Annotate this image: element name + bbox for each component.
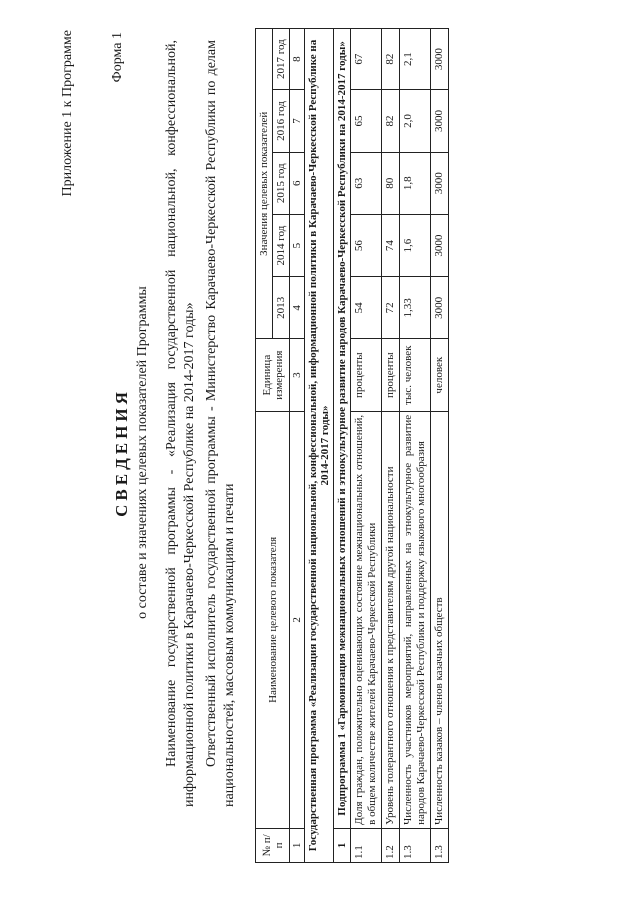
- table-row: [351, 29, 382, 863]
- row-name: Численность казаков – членов казачьих обществ: [431, 411, 449, 828]
- row-value: 2,0: [400, 90, 431, 152]
- document-title: СВЕДЕНИЯ: [112, 388, 131, 517]
- row-value: 3000: [431, 90, 449, 152]
- row-value: 80: [382, 152, 400, 214]
- appendix-label: Приложение 1 к Программе: [60, 30, 75, 197]
- subprogram-row: [334, 29, 351, 863]
- header-values-group: Значения целевых показателей: [256, 29, 273, 340]
- header-year: 2017 год: [273, 29, 290, 90]
- row-num: 1.3: [400, 828, 431, 862]
- row-value: 65: [351, 90, 382, 152]
- document-subtitle: о составе и значениях целевых показателей Программы: [135, 286, 150, 619]
- row-value: 82: [382, 29, 400, 90]
- header-num: № п/п: [256, 828, 290, 862]
- row-name: Численность участников мероприятий, направленных на этнокультурное развитие народов Карачаево-Черкесской Республики и поддержку языкового многообразия: [400, 411, 431, 828]
- col-number: 1: [290, 828, 305, 862]
- row-value: 54: [351, 277, 382, 339]
- header-year: 2016 год: [273, 90, 290, 152]
- subprogram-num: 1: [334, 828, 351, 862]
- indicators-table: [255, 28, 449, 863]
- table-row: [382, 29, 400, 863]
- row-name: Уровень толерантного отношения к представителям другой национальности: [382, 411, 400, 828]
- header-unit: Единица измерения: [256, 339, 290, 411]
- row-value: 74: [382, 214, 400, 276]
- row-value: 2,1: [400, 29, 431, 90]
- col-number: 3: [290, 339, 305, 411]
- row-value: 72: [382, 277, 400, 339]
- row-value: 1,6: [400, 214, 431, 276]
- program-name: Наименование государственной программы - «Реализация государственной национальной, конфессиональной, информационной политики в Карачаево-Черкесской Республике на 2014-2017 годы»: [164, 40, 197, 807]
- program-row: [305, 29, 334, 863]
- row-unit: тыс. человек: [400, 339, 431, 411]
- col-number: 6: [290, 152, 305, 214]
- col-number: 8: [290, 29, 305, 90]
- row-unit: человек: [431, 339, 449, 411]
- column-numbers-row: [290, 29, 305, 863]
- program-row-text: Государственная программа «Реализация государственной национальной, конфессиональной, информационной политики в Карачаево-Черкесской Республике на 2014-2017 годы»: [305, 29, 334, 863]
- row-name: Доля граждан, положительно оценивающих состояние межнациональных отношений, в общем количестве жителей Карачаево-Черкесской Республики: [351, 411, 382, 828]
- header-row-1: [256, 29, 273, 863]
- row-value: 3000: [431, 29, 449, 90]
- row-num: 1.3: [431, 828, 449, 862]
- row-value: 1,33: [400, 277, 431, 339]
- row-value: 63: [351, 152, 382, 214]
- row-value: 3000: [431, 214, 449, 276]
- row-value: 56: [351, 214, 382, 276]
- table-row: [400, 29, 431, 863]
- row-value: 1,8: [400, 152, 431, 214]
- row-num: 1.2: [382, 828, 400, 862]
- row-value: 82: [382, 90, 400, 152]
- row-unit: проценты: [382, 339, 400, 411]
- row-unit: проценты: [351, 339, 382, 411]
- row-num: 1.1: [351, 828, 382, 862]
- col-number: 4: [290, 277, 305, 339]
- header-year: 2013: [273, 277, 290, 339]
- col-number: 5: [290, 214, 305, 276]
- header-year: 2014 год: [273, 214, 290, 276]
- table-row: [431, 29, 449, 863]
- responsible-executor: Ответственный исполнитель государственной программы - Министерство Карачаево-Черкесской Республики по делам национальностей, массовым коммуникациям и печати: [204, 40, 237, 807]
- header-year: 2015 год: [273, 152, 290, 214]
- row-value: 67: [351, 29, 382, 90]
- subprogram-text: Подпрограмма 1 «Гармонизация межнациональных отношений и этнокультурное развитие народов Карачаево-Черкесской Республики на 2014-2017 годы»: [334, 29, 351, 829]
- form-label: Форма 1: [110, 32, 125, 83]
- row-value: 3000: [431, 277, 449, 339]
- header-name: Наименование целевого показателя: [256, 411, 290, 828]
- col-number: 7: [290, 90, 305, 152]
- row-value: 3000: [431, 152, 449, 214]
- col-number: 2: [290, 411, 305, 828]
